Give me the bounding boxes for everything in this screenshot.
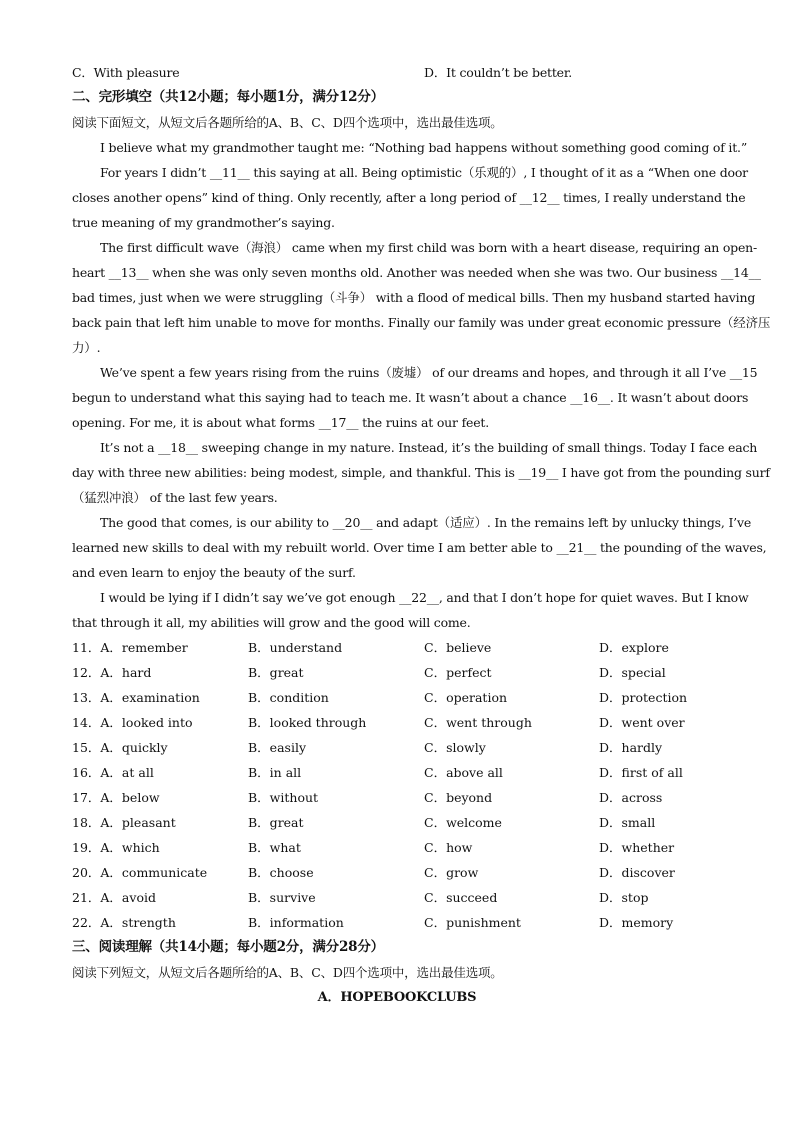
option-d[interactable]: D．hardly xyxy=(599,740,663,755)
question-list xyxy=(72,635,722,935)
option-d[interactable]: D．explore xyxy=(599,640,669,655)
option-c[interactable]: C．above all xyxy=(424,765,503,780)
passage-line: We’ve spent a few years rising from the ruins（废墟） of our dreams and hopes, and through it all I’ve __15 xyxy=(100,365,758,380)
section-2-instruction: 阅读下面短文，从短文后各题所给的A、B、C、D四个选项中，选出最佳选项。 xyxy=(72,115,503,130)
question-row xyxy=(72,735,722,760)
option-c: C．With pleasure xyxy=(72,65,180,80)
option-a[interactable]: 13．A．examination xyxy=(72,690,200,705)
section-2-heading: 二、完形填空（共12小题；每小题1分，满分12分） xyxy=(72,89,384,105)
option-c[interactable]: C．slowly xyxy=(424,740,486,755)
option-c[interactable]: C．grow xyxy=(424,865,479,880)
option-c[interactable]: C．punishment xyxy=(424,915,521,930)
option-d[interactable]: D．protection xyxy=(599,690,688,705)
passage-a-title: A．HOPEBOOKCLUBS xyxy=(317,990,477,1005)
option-a[interactable]: 21．A．avoid xyxy=(72,890,156,905)
option-a[interactable]: 16．A．at all xyxy=(72,765,154,780)
question-row xyxy=(72,710,722,735)
passage-line: day with three new abilities: being modest, simple, and thankful. This is __19__ I have got from the pounding surf xyxy=(72,465,770,480)
option-d[interactable]: D．small xyxy=(599,815,656,830)
option-b[interactable]: B．great xyxy=(248,665,304,680)
option-a[interactable]: 20．A．communicate xyxy=(72,865,208,880)
option-c[interactable]: C．welcome xyxy=(424,815,502,830)
passage-line: closes another opens” kind of thing. Only recently, after a long period of __12__ times, I really understand the xyxy=(72,190,746,205)
question-row xyxy=(72,785,722,810)
question-row xyxy=(72,660,722,685)
passage-line: heart __13__ when she was only seven months old. Another was needed when she was two. Our business __14__ xyxy=(72,265,761,280)
option-a[interactable]: 17．A．below xyxy=(72,790,160,805)
option-a[interactable]: 15．A．quickly xyxy=(72,740,168,755)
option-d[interactable]: D．special xyxy=(599,665,666,680)
exam-page xyxy=(72,60,771,1010)
option-d[interactable]: D．stop xyxy=(599,890,649,905)
option-b[interactable]: B．easily xyxy=(248,740,307,755)
option-a[interactable]: 19．A．which xyxy=(72,840,160,855)
option-b[interactable]: B．looked through xyxy=(248,715,367,730)
passage-line: The first difficult wave（海浪） came when my first child was born with a heart disease, requiring an open- xyxy=(100,240,758,255)
question-row xyxy=(72,835,722,860)
option-c[interactable]: C．how xyxy=(424,840,473,855)
option-d[interactable]: D．went over xyxy=(599,715,685,730)
passage-line: （猛烈冲浪） of the last few years. xyxy=(72,490,278,505)
option-b[interactable]: B．understand xyxy=(248,640,343,655)
option-b[interactable]: B．choose xyxy=(248,865,314,880)
question-row xyxy=(72,885,722,910)
passage-line: learned new skills to deal with my rebuilt world. Over time I am better able to __21__ the pounding of the waves, xyxy=(72,540,767,555)
passage-line: opening. For me, it is about what forms __17__ the ruins at our feet. xyxy=(72,415,489,430)
option-b[interactable]: B．information xyxy=(248,915,344,930)
option-b[interactable]: B．what xyxy=(248,840,301,855)
option-a[interactable]: 18．A．pleasant xyxy=(72,815,176,830)
question-row xyxy=(72,635,722,660)
question-row xyxy=(72,910,722,935)
option-c[interactable]: C．beyond xyxy=(424,790,493,805)
passage-line: bad times, just when we were struggling（斗争） with a flood of medical bills. Then my husband started having xyxy=(72,290,756,305)
option-b[interactable]: B．without xyxy=(248,790,319,805)
option-c[interactable]: C．believe xyxy=(424,640,492,655)
option-c[interactable]: C．succeed xyxy=(424,890,498,905)
passage-line: I believe what my grandmother taught me: “Nothing bad happens without something good coming of it.” xyxy=(100,140,748,155)
question-row xyxy=(72,760,722,785)
passage-line: begun to understand what this saying had to teach me. It wasn’t about a chance __16__. It wasn’t about doors xyxy=(72,390,749,405)
passage-line: true meaning of my grandmother’s saying. xyxy=(72,215,335,230)
option-c[interactable]: C．operation xyxy=(424,690,508,705)
section-3-heading: 三、阅读理解（共14小题；每小题2分，满分28分） xyxy=(72,939,384,955)
passage-line: that through it all, my abilities will grow and the good will come. xyxy=(72,615,471,630)
question-row xyxy=(72,685,722,710)
passage-line: back pain that left him unable to move for months. Finally our family was under great economic pressure（经济压 xyxy=(72,315,771,330)
option-c[interactable]: C．perfect xyxy=(424,665,492,680)
option-d[interactable]: D．whether xyxy=(599,840,675,855)
option-b[interactable]: B．great xyxy=(248,815,304,830)
section-3-instruction: 阅读下列短文，从短文后各题所给的A、B、C、D四个选项中，选出最佳选项。 xyxy=(72,965,503,980)
option-b[interactable]: B．survive xyxy=(248,890,316,905)
option-a[interactable]: 12．A．hard xyxy=(72,665,152,680)
option-b[interactable]: B．condition xyxy=(248,690,329,705)
passage-line: and even learn to enjoy the beauty of the surf. xyxy=(72,565,356,580)
option-a[interactable]: 14．A．looked into xyxy=(72,715,193,730)
question-row xyxy=(72,810,722,835)
passage-line: I would be lying if I didn’t say we’ve got enough __22__, and that I don’t hope for quiet waves. But I know xyxy=(100,590,749,605)
previous-options-row xyxy=(72,60,722,85)
question-row xyxy=(72,860,722,885)
option-d[interactable]: D．across xyxy=(599,790,663,805)
option-d[interactable]: D．first of all xyxy=(599,765,683,780)
option-d[interactable]: D．memory xyxy=(599,915,674,930)
option-a[interactable]: 22．A．strength xyxy=(72,915,176,930)
option-d[interactable]: D．discover xyxy=(599,865,675,880)
cloze-passage xyxy=(72,135,771,635)
passage-line: For years I didn’t __11__ this saying at all. Being optimistic（乐观的）, I thought of it as a “When one door xyxy=(100,165,748,180)
option-d: D．It couldn’t be better. xyxy=(424,65,573,80)
option-b[interactable]: B．in all xyxy=(248,765,302,780)
passage-line: The good that comes, is our ability to __20__ and adapt（适应）. In the remains left by unlucky things, I’ve xyxy=(100,515,752,530)
option-a[interactable]: 11．A．remember xyxy=(72,640,188,655)
passage-line: It’s not a __18__ sweeping change in my nature. Instead, it’s the building of small things. Today I face each xyxy=(100,440,758,455)
option-c[interactable]: C．went through xyxy=(424,715,532,730)
passage-line: 力）. xyxy=(72,340,101,355)
